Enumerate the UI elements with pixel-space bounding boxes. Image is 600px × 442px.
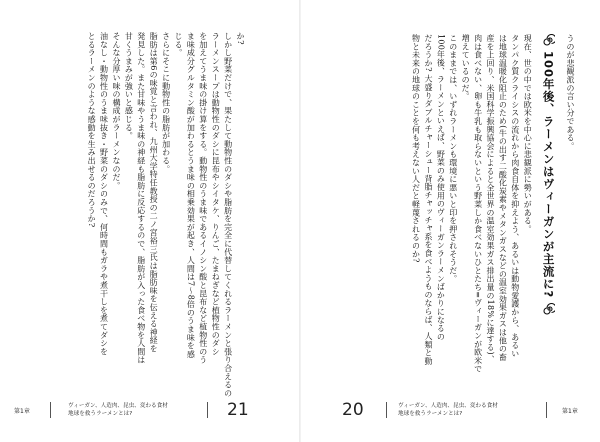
body-paragraph: 100年後、ラーメンといえば、野菜のみ使用のヴィーガンラーメンばかりになるの bbox=[436, 34, 446, 341]
body-paragraph: そんな分厚い味の構成がラーメンなのだ。 bbox=[111, 32, 121, 190]
body-paragraph: ま味成分グルタミン酸が加わるとうま味の相乗効果が起き、人間は7〜8倍のうま味を感 bbox=[186, 32, 196, 359]
running-title-line: 地球を救うラーメンとは? bbox=[68, 410, 133, 417]
page-number: 21 bbox=[227, 400, 249, 420]
running-title bbox=[398, 403, 498, 418]
right-page-body bbox=[409, 34, 576, 384]
footer-divider bbox=[386, 402, 387, 418]
left-page-body bbox=[85, 32, 246, 398]
body-paragraph: 肉は食べない、卵も牛乳も取らないという野菜しか食べないひとたち=ヴィーガンが欧米で bbox=[473, 34, 483, 374]
running-title-line: 地球を救うラーメンとは? bbox=[398, 410, 463, 417]
body-paragraph: じる。 bbox=[173, 32, 183, 57]
body-paragraph: とるラーメンのような感動を生み出せるのだろうか? bbox=[87, 32, 97, 228]
footer-divider bbox=[207, 402, 208, 418]
body-paragraph: このままでは、いずれラーメンも環境に悪いと印を押されそうだ。 bbox=[448, 34, 458, 283]
running-title bbox=[68, 403, 168, 418]
body-paragraph: 発見した。また甘味やうま味の神経も脂肪に反応するので、脂肪が入った食べ物を人間は bbox=[136, 32, 146, 364]
body-paragraph: 増えているのだ。 bbox=[461, 34, 471, 101]
spiral-icon bbox=[543, 303, 555, 315]
body-paragraph: 脂肪は第6の味覚と言われ、九州大学特任教授の二ノ宮裕三氏は脂肪味を伝える神経を bbox=[149, 32, 159, 353]
page-number: 20 bbox=[342, 400, 364, 420]
body-paragraph: さらにそこに動物性の脂肪が加わる。 bbox=[161, 32, 171, 174]
body-paragraph: うのが悲観派の言い分である。 bbox=[566, 34, 575, 151]
body-paragraph: は地球温暖化阻止のため(牛の出す二酸化炭素やメタンガスなどの温室効果ガスは他の畜 bbox=[498, 34, 508, 362]
body-paragraph: 現在、世の中では欧米を中心に悲観派に勢いがある。 bbox=[523, 34, 533, 234]
body-paragraph: を加えてうま味の掛け算をする。動物性のうま味であるイノシン酸と昆布など植物性のう bbox=[198, 32, 208, 364]
running-title-line: ヴィーガン、人造肉、昆虫、変わる食材 bbox=[68, 403, 168, 409]
right-page bbox=[300, 0, 600, 442]
chapter-label: 第1章 bbox=[14, 408, 30, 415]
right-page-footer bbox=[300, 400, 600, 420]
section-heading bbox=[542, 34, 554, 384]
footer-divider bbox=[546, 402, 547, 418]
spiral-icon bbox=[543, 34, 555, 46]
body-paragraph: か? bbox=[236, 32, 245, 45]
footer-divider bbox=[50, 402, 51, 418]
body-paragraph: 甘くうまみが強いと感じる。 bbox=[124, 32, 134, 140]
left-page-footer bbox=[0, 400, 300, 420]
body-paragraph: だろうか? 大盛りダブルチャーシュー背脂チャッチャ系を食べようものならば、人類と動 bbox=[423, 34, 433, 366]
section-heading-text: 100年後、ラーメンはヴィーガンが主流に? bbox=[541, 51, 556, 299]
body-paragraph: タンパク質クライシスの流れから肉食自体を抑えよう、あるいは動物愛護から、あるい bbox=[510, 34, 520, 358]
body-paragraph: 油なし・動物性のうま味抜き・野菜のダシのみで、何時間もガラや煮干しを煮てダシを bbox=[99, 32, 109, 356]
body-paragraph: 物と未来の地球のことを何も考えない人だと軽蔑されるのか? bbox=[411, 34, 421, 263]
body-paragraph: しかし野菜だけで、果たして動物性のダシや脂肪を完全に代替してくれるラーメンと張り合えるの bbox=[223, 32, 233, 398]
running-title-line: ヴィーガン、人造肉、昆虫、変わる食材 bbox=[398, 403, 498, 409]
chapter-label: 第1章 bbox=[562, 408, 578, 415]
body-paragraph: 産を上回り、米国科学振興協会によると全世界の温室効果ガス排出量の18%に達する)、 bbox=[485, 34, 495, 364]
body-paragraph: ラーメンスープは動物性のダシに昆布やシイタケ、りんご、たまねぎなど植物性のダシ bbox=[211, 32, 221, 356]
